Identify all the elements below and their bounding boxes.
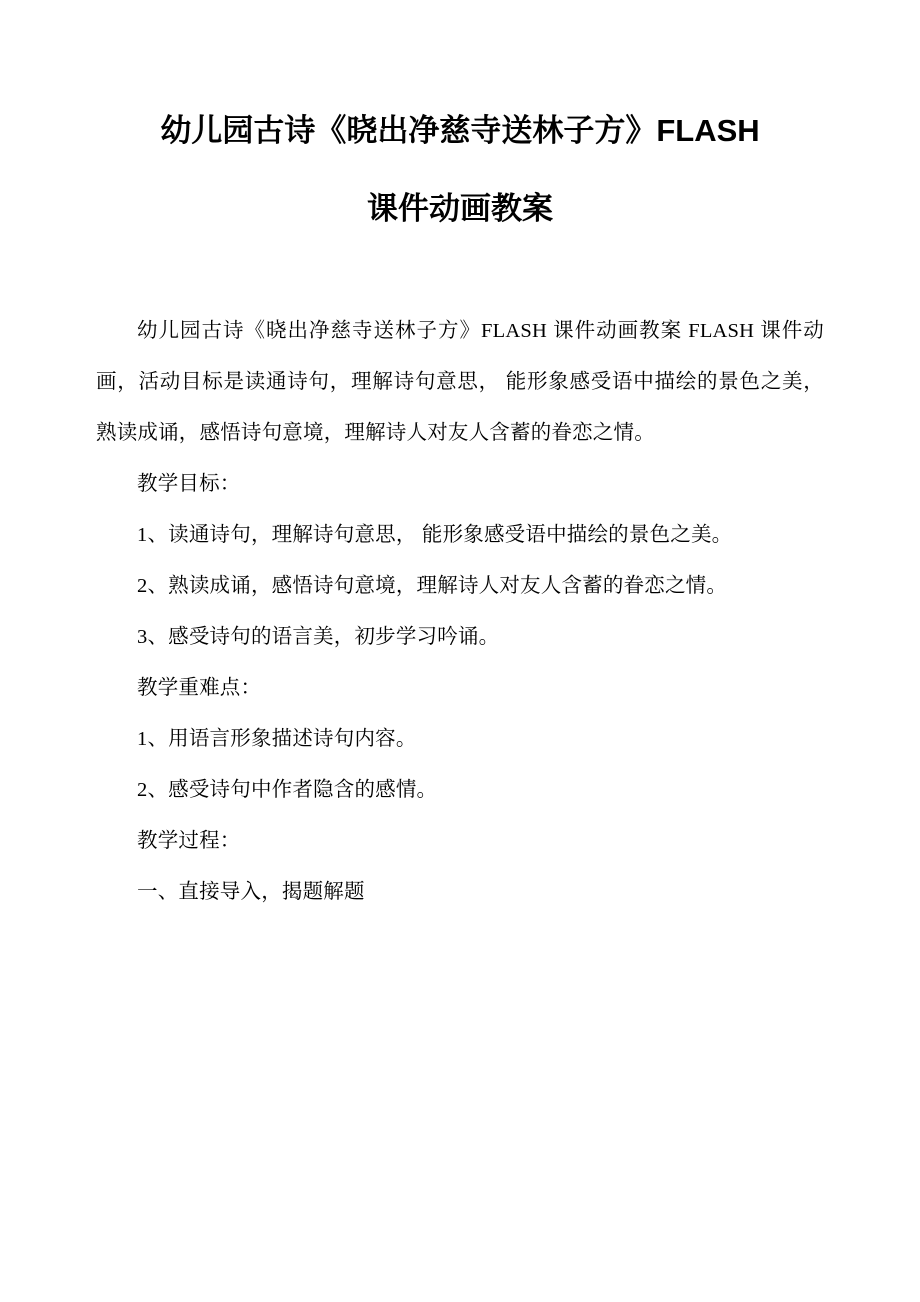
page-title	[96, 92, 824, 248]
paragraph-process-step-1: 一、直接导入，揭题解题	[137, 881, 365, 903]
paragraph-key-point-2: 2、感受诗句中作者隐含的感情。	[137, 779, 438, 801]
paragraph-intro: 幼儿园古诗《晓出净慈寺送林子方》FLASH 课件动画教案 FLASH 课件动画，活动目标是读通诗句，理解诗句意思， 能形象感受语中描绘的景色之美，熟读成诵，感悟诗句意境，理解诗人对友人含蓄的眷恋之情。	[96, 320, 824, 444]
paragraph-process-heading: 教学过程：	[137, 830, 241, 852]
page-title-line-1: 幼儿园古诗《晓出净慈寺送林子方》FLASH	[160, 113, 760, 148]
paragraph-key-point-1: 1、用语言形象描述诗句内容。	[137, 728, 417, 750]
paragraph-goal-3: 3、感受诗句的语言美，初步学习吟诵。	[137, 626, 500, 648]
document-body	[96, 306, 824, 918]
paragraph-goal-2: 2、熟读成诵，感悟诗句意境，理解诗人对友人含蓄的眷恋之情。	[137, 575, 728, 597]
page-title-line-2: 课件动画教案	[367, 191, 553, 226]
paragraph-goal-1: 1、读通诗句，理解诗句意思， 能形象感受语中描绘的景色之美。	[137, 524, 733, 546]
paragraph-teaching-goals-heading: 教学目标：	[137, 473, 241, 495]
paragraph-key-points-heading: 教学重难点：	[137, 677, 262, 699]
